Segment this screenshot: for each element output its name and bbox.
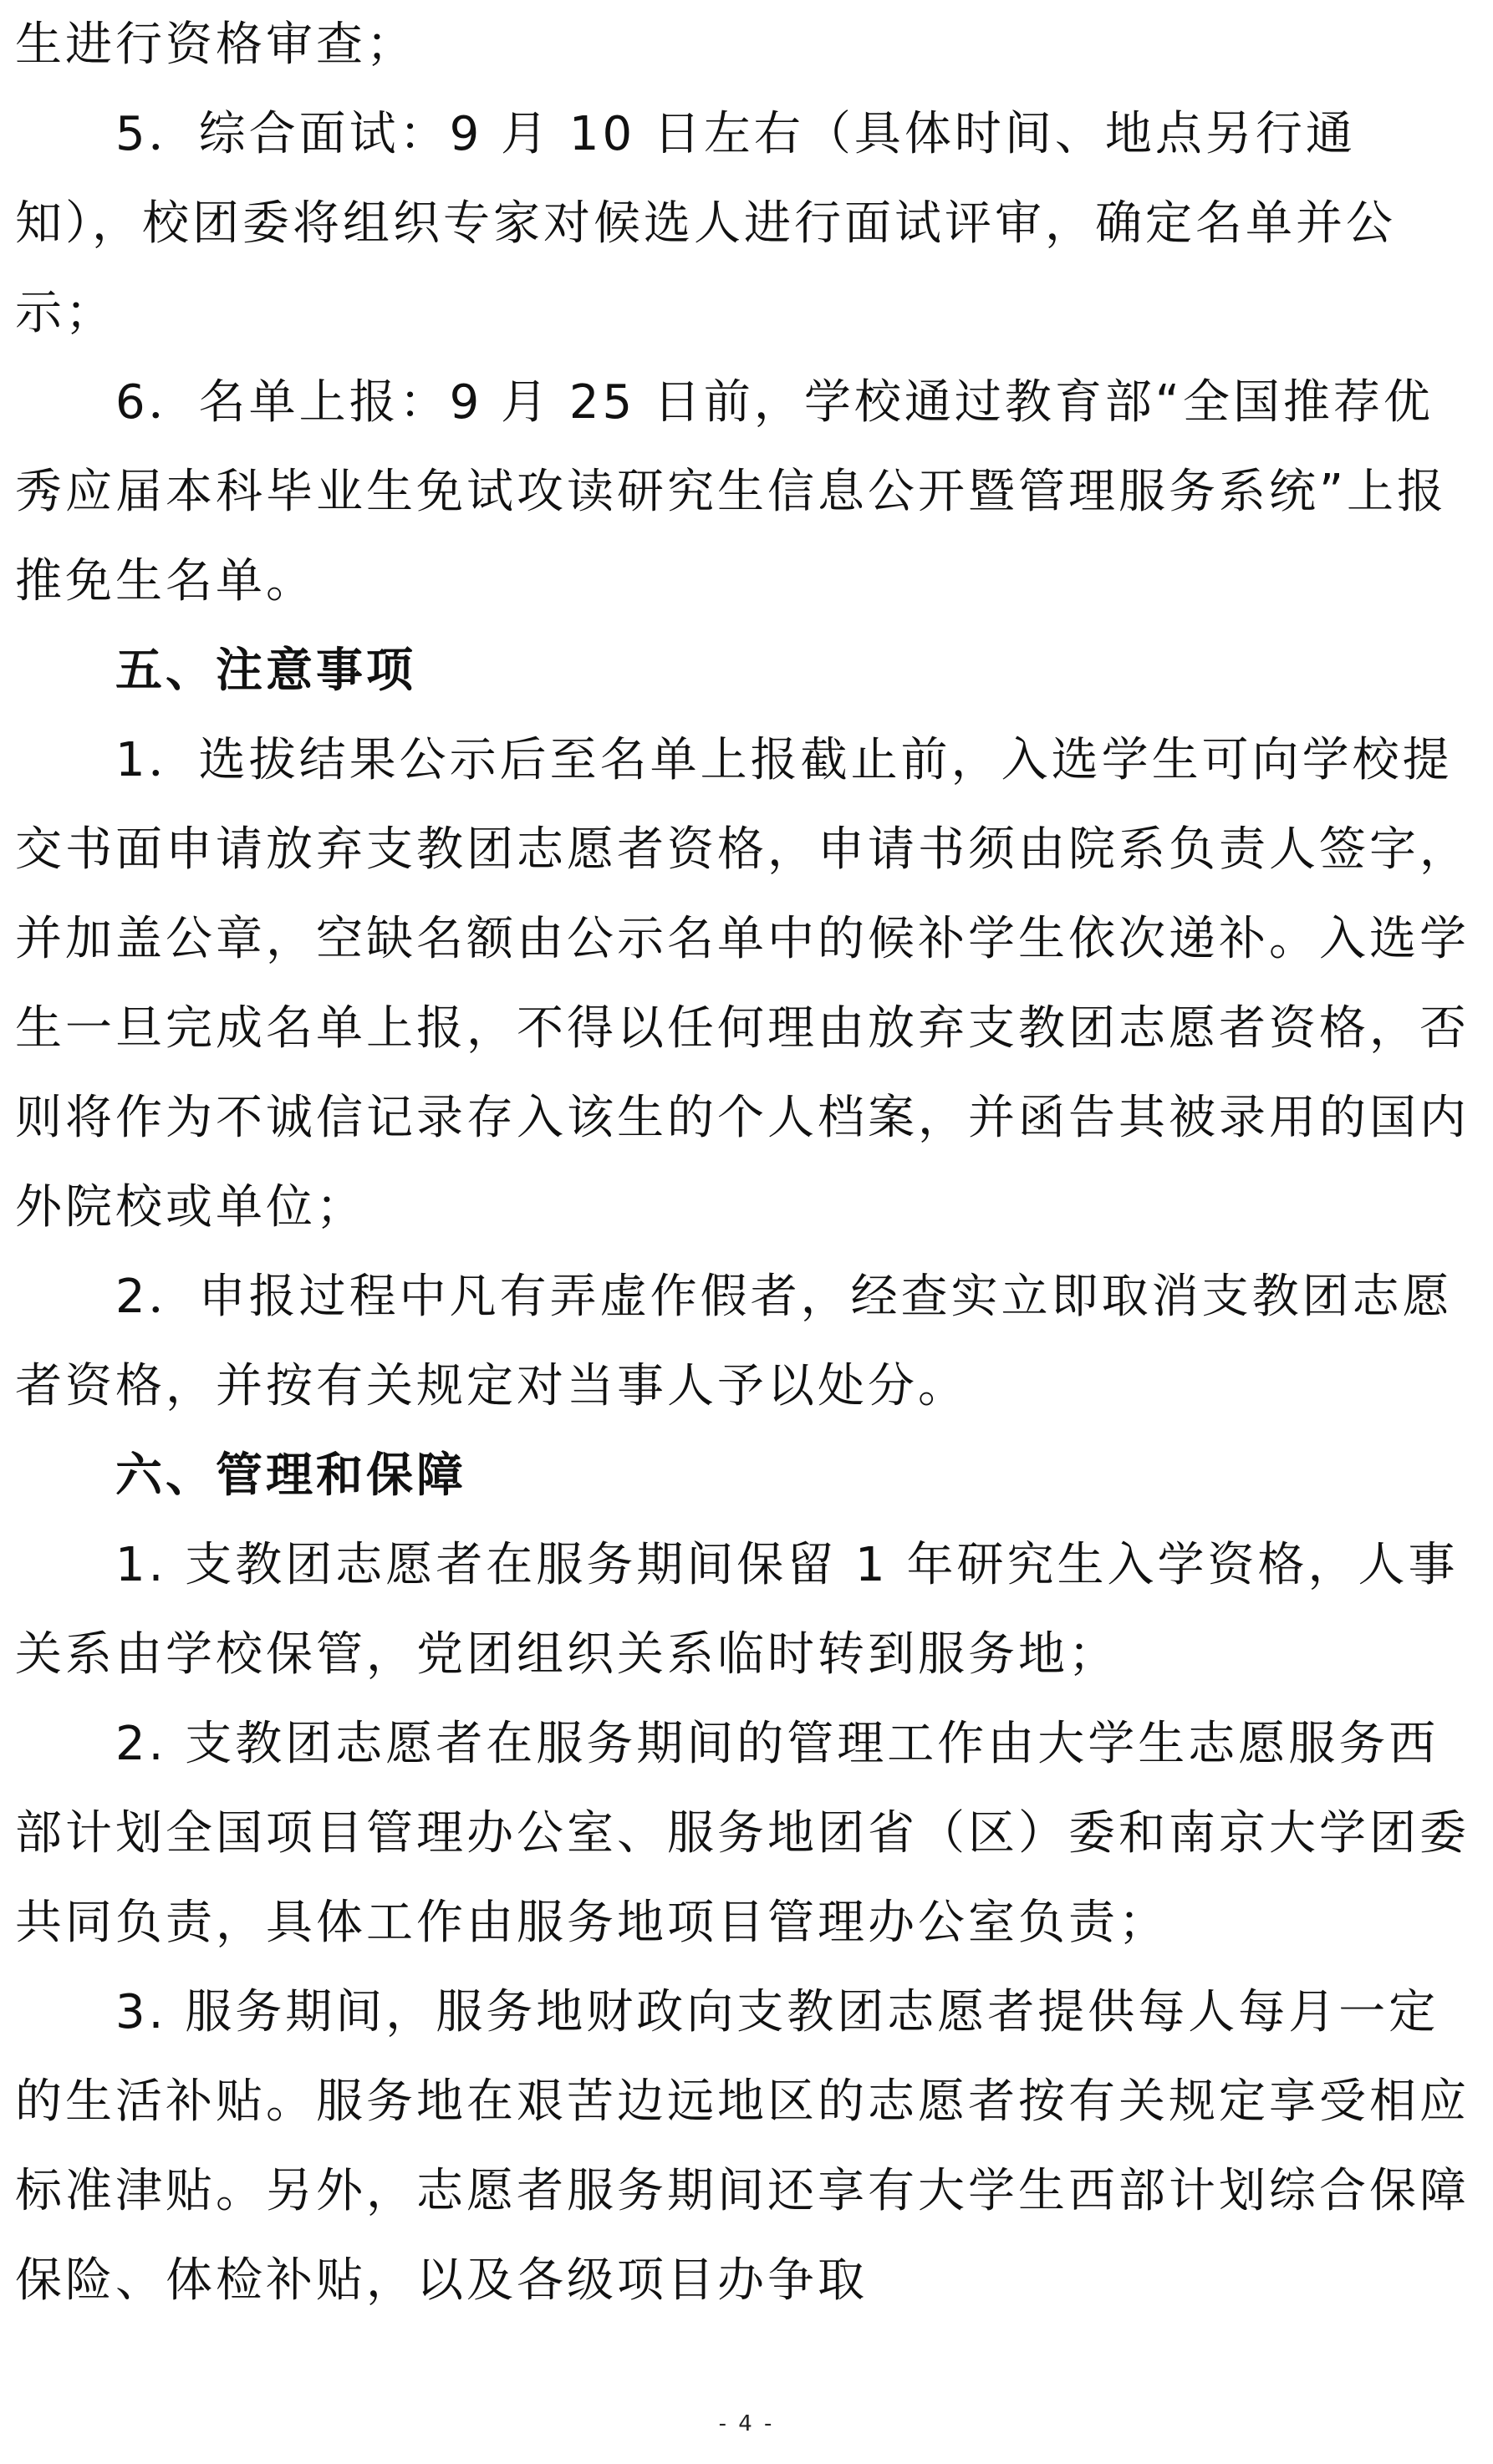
section-heading-notes: 五、注意事项 [115, 644, 416, 698]
document-body [15, 0, 1478, 2325]
paragraph-notes-item-1: 1．选拔结果公示后至名单上报截止前，入选学生可向学校提交书面申请放弃支教团志愿者资格，申请书须由院系负责人签字，并加盖公章，空缺名额由公示名单中的候补学生依次递补。入选学生一旦完成名单上报，不得以任何理由放弃支教团志愿者资格，否则将作为不诚信记录存入该生的个人档案，并函告其被录用的国内外院校或单位； [15, 733, 1470, 1235]
page-number: - 4 - [718, 2411, 775, 2436]
paragraph-management-item-2: 2. 支教团志愿者在服务期间的管理工作由大学生志愿服务西部计划全国项目管理办公室、服务地团省（区）委和南京大学团委共同负责，具体工作由服务地项目管理办公室负责； [15, 1717, 1470, 1950]
paragraph-management-item-3: 3. 服务期间，服务地财政向支教团志愿者提供每人每月一定的生活补贴。服务地在艰苦边远地区的志愿者按有关规定享受相应标准津贴。另外，志愿者服务期间还享有大学生西部计划综合保障保险、体检补贴，以及各级项目办争取 [15, 1985, 1470, 2308]
paragraph-notes-item-2: 2．申报过程中凡有弄虚作假者，经查实立即取消支教团志愿者资格，并按有关规定对当事人予以处分。 [15, 1270, 1453, 1413]
section-heading-management: 六、管理和保障 [115, 1448, 466, 1503]
paragraph-item-6-list-report: 6．名单上报：9 月 25 日前，学校通过教育部“全国推荐优秀应届本科毕业生免试攻读研究生信息公开暨管理服务系统”上报推免生名单。 [15, 375, 1448, 608]
paragraph-management-item-1: 1. 支教团志愿者在服务期间保留 1 年研究生入学资格，人事关系由学校保管，党团组织关系临时转到服务地； [15, 1538, 1459, 1682]
paragraph-item-5-interview: 5．综合面试：9 月 10 日左右（具体时间、地点另行通知），校团委将组织专家对候选人进行面试评审，确定名单并公示； [15, 107, 1396, 340]
paragraph-continuation: 生进行资格审查； [15, 18, 416, 72]
